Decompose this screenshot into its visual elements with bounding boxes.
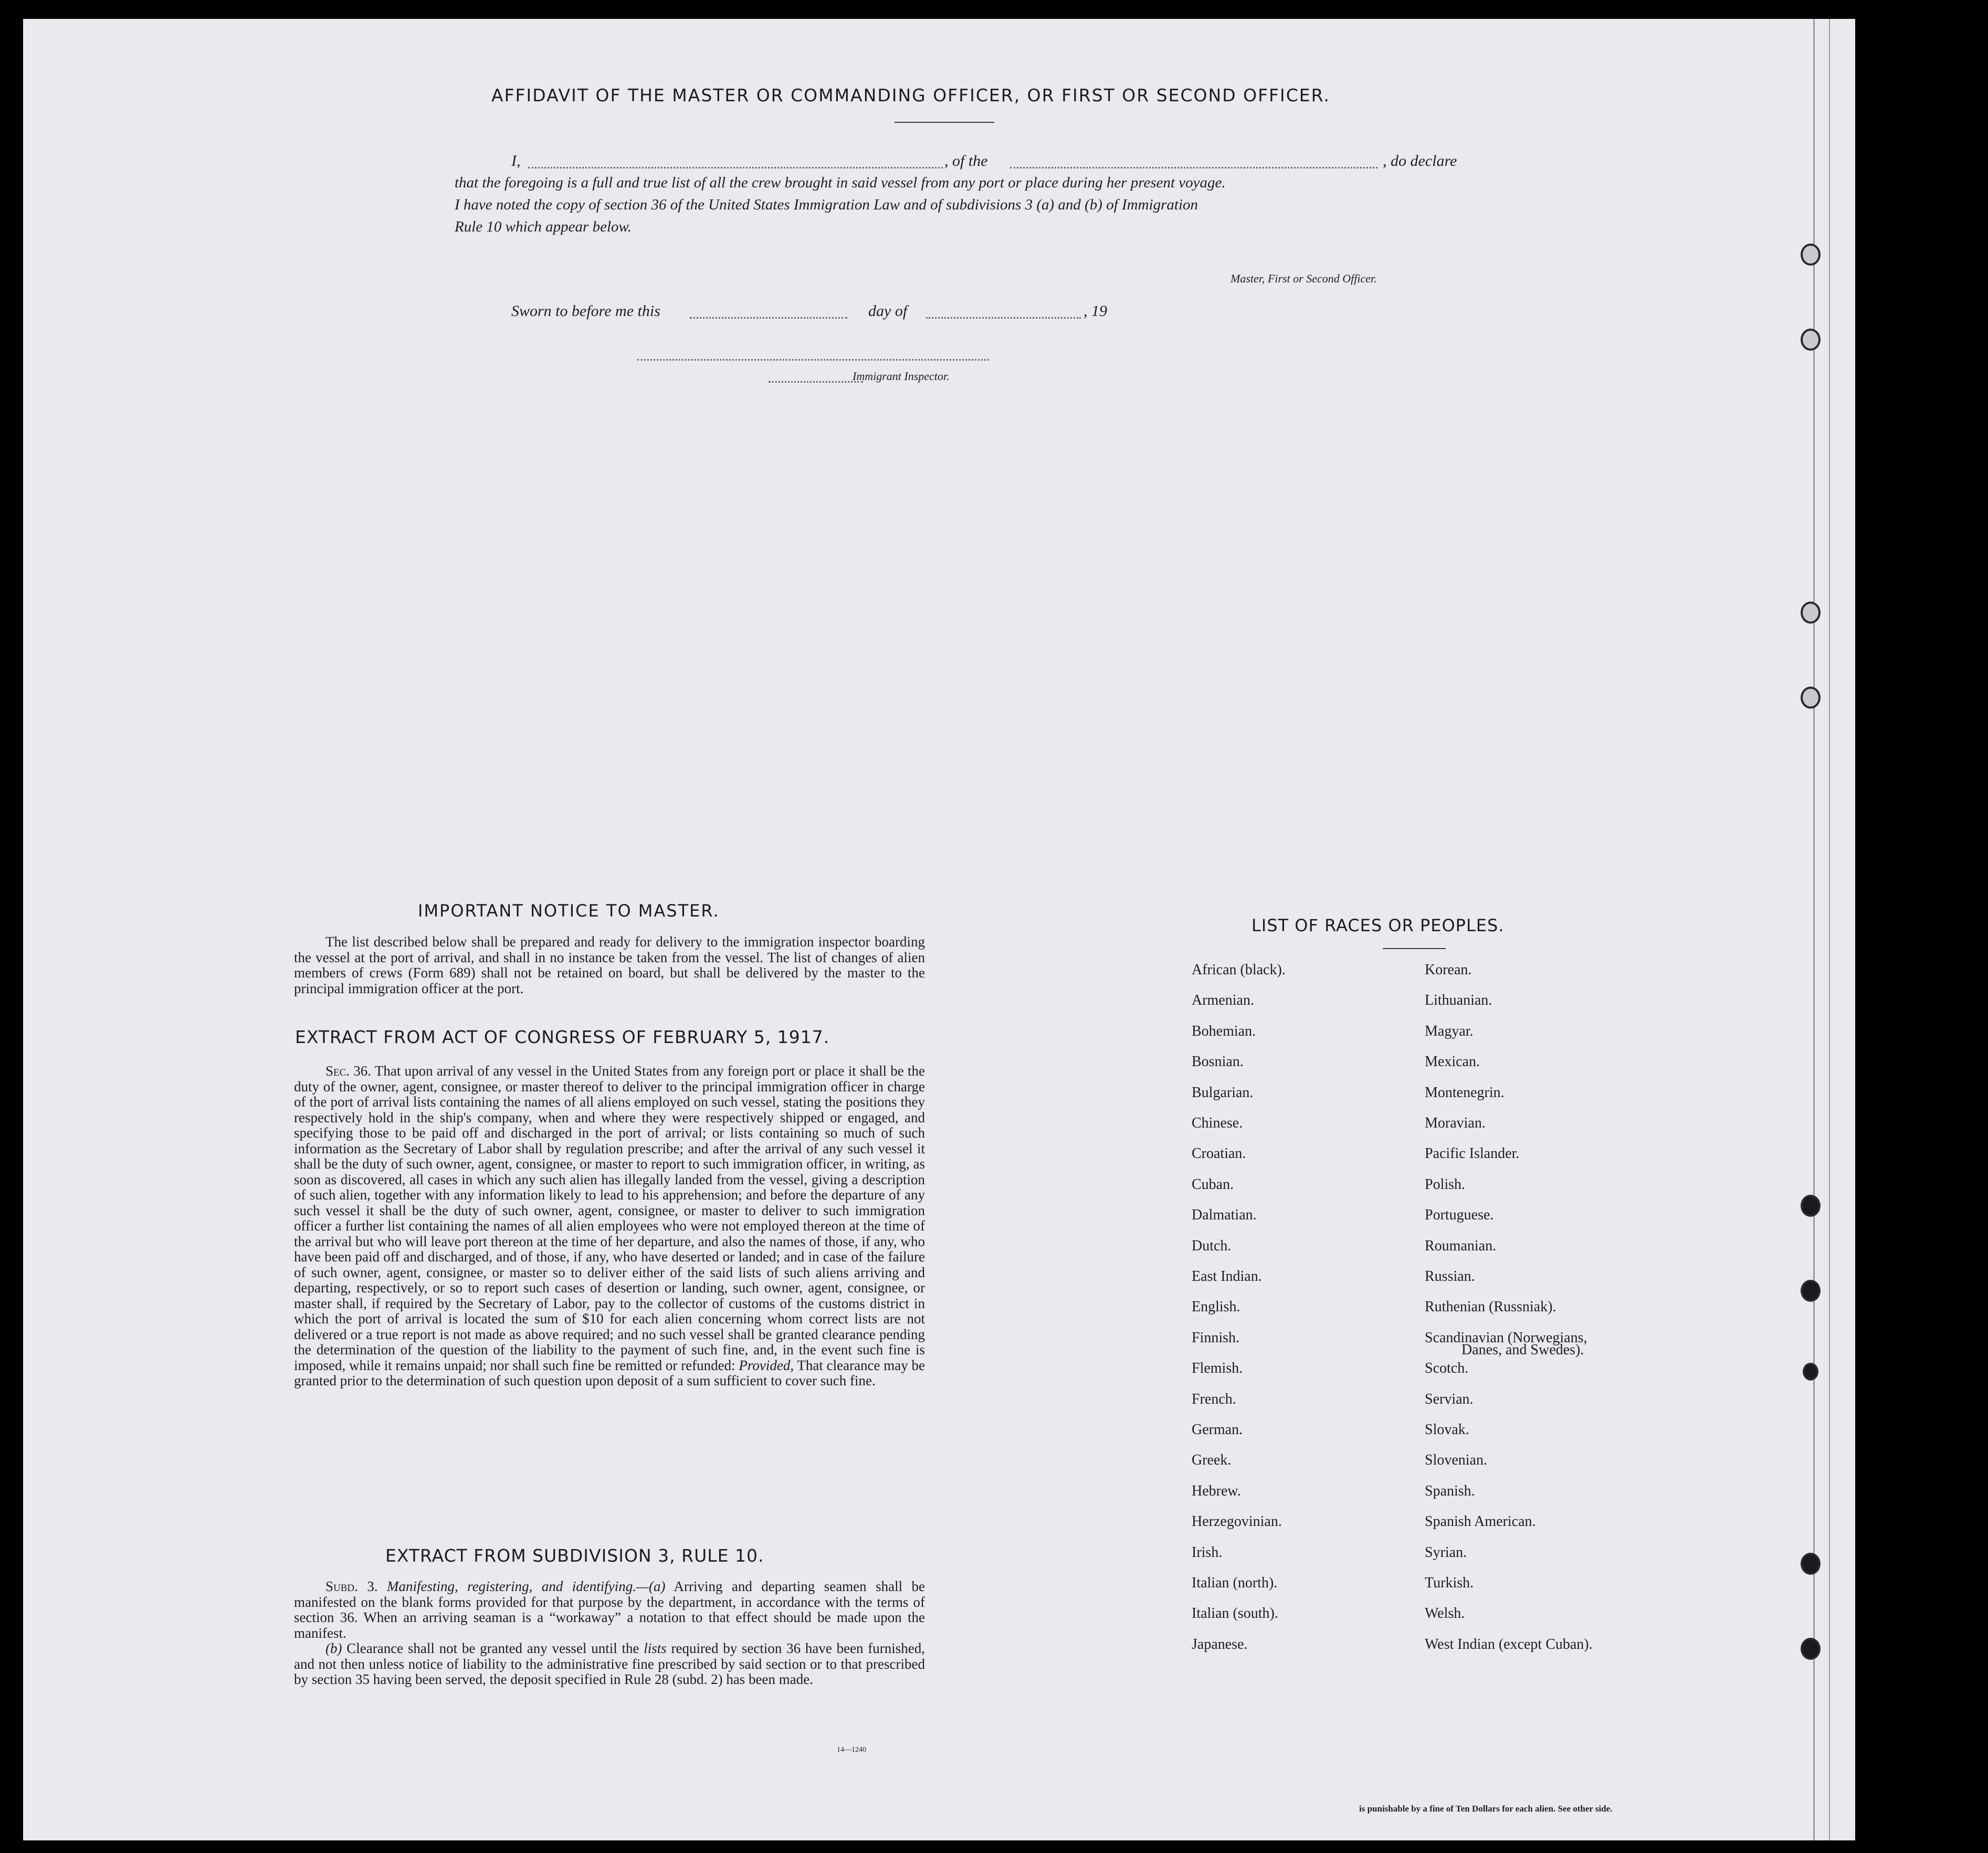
race-item: Roumanian. xyxy=(1425,1237,1497,1254)
race-item: African (black). xyxy=(1192,962,1286,978)
punch-hole xyxy=(1801,602,1821,624)
race-item: Spanish American. xyxy=(1425,1513,1536,1530)
race-item: Scotch. xyxy=(1425,1360,1469,1377)
race-item: Korean. xyxy=(1425,962,1472,978)
subd-heading: Manifesting, registering, and identifying.—(a) xyxy=(387,1578,666,1594)
sec-label: Sec. 36. xyxy=(325,1063,372,1079)
subd-a-body: Arriving and departing seamen shall be manifested on the blank forms provided for that purpose by the department, in accordance with the terms of section 36. When an arriving seaman is a “workaway” a notation to that effect should be made upon the manifest. xyxy=(294,1578,925,1641)
race-item: Finnish. xyxy=(1192,1329,1240,1346)
footer-strip-text: is punishable by a fine of Ten Dollars for each alien. See other side. xyxy=(1359,1804,1613,1814)
race-item: Flemish. xyxy=(1192,1360,1243,1377)
race-item: Polish. xyxy=(1425,1176,1466,1193)
b-label: (b) xyxy=(325,1640,342,1656)
day-blank[interactable] xyxy=(690,317,847,319)
race-item: Dalmatian. xyxy=(1192,1207,1257,1224)
punch-hole xyxy=(1801,244,1821,266)
extract-rule-title: EXTRACT FROM SUBDIVISION 3, RULE 10. xyxy=(385,1545,764,1566)
subd-b-text xyxy=(294,1641,925,1688)
race-item: Spanish. xyxy=(1425,1482,1475,1499)
subd-label: Subd. 3. xyxy=(325,1578,378,1594)
sec36-end: That clearance may be granted prior to the determination of such question upon deposit of a sum sufficient to cover such fine. xyxy=(294,1357,925,1388)
punch-hole xyxy=(1801,329,1821,351)
subd-a-text xyxy=(294,1579,925,1641)
punch-hole xyxy=(1801,1195,1821,1217)
subd-b-part1: Clearance shall not be granted any vessel until the xyxy=(346,1640,639,1656)
vessel-blank[interactable] xyxy=(1010,167,1377,169)
title-rule xyxy=(895,122,994,123)
affidavit-line3: I have noted the copy of section 36 of the United States Immigration Law and of subdivisions 3 (a) and (b) of Immigration xyxy=(455,196,1198,213)
race-item: Lithuanian. xyxy=(1425,992,1492,1009)
month-blank[interactable] xyxy=(926,317,1081,319)
race-item: Bulgarian. xyxy=(1192,1084,1254,1101)
extract-act-title: EXTRACT FROM ACT OF CONGRESS OF FEBRUARY 5, 1917. xyxy=(295,1027,830,1047)
master-signature-label: Master, First or Second Officer. xyxy=(1230,272,1377,285)
page-edge-line xyxy=(1829,19,1830,1840)
race-item: Pacific Islander. xyxy=(1425,1145,1520,1162)
affidavit-line4: Rule 10 which appear below. xyxy=(455,218,632,235)
day-of-text: day of xyxy=(868,302,908,320)
race-item: Montenegrin. xyxy=(1425,1084,1505,1101)
race-item: Portuguese. xyxy=(1425,1207,1494,1224)
race-item: Syrian. xyxy=(1425,1544,1467,1561)
race-item: Japanese. xyxy=(1192,1636,1248,1652)
document-page xyxy=(23,19,1855,1840)
punch-hole xyxy=(1803,1363,1818,1381)
affidavit-title: AFFIDAVIT OF THE MASTER OR COMMANDING OFFICER, OR FIRST OR SECOND OFFICER. xyxy=(491,85,1330,106)
race-item: Russian. xyxy=(1425,1268,1475,1285)
inspector-label: Immigrant Inspector. xyxy=(853,370,950,383)
race-item: Armenian. xyxy=(1192,992,1254,1009)
affidavit-declare: , do declare xyxy=(1383,152,1457,170)
race-item: Welsh. xyxy=(1425,1605,1465,1622)
print-code: 14—1240 xyxy=(837,1746,866,1754)
punch-hole xyxy=(1801,1280,1821,1302)
punch-hole xyxy=(1801,687,1821,709)
race-item: Italian (south). xyxy=(1192,1605,1278,1622)
name-blank[interactable] xyxy=(528,167,943,169)
notice-title: IMPORTANT NOTICE TO MASTER. xyxy=(418,901,720,921)
races-title: LIST OF RACES OR PEOPLES. xyxy=(1251,915,1505,935)
notice-text: The list described below shall be prepared and ready for delivery to the immigration inspector boarding the vessel at the port of arrival, and shall in no instance be taken from the vessel. The list of changes of alien members of crews (Form 689) shall not be retained on board, but shall be delivered by the master to the principal immigration officer at the port. xyxy=(294,934,925,996)
inspector-blank-2 xyxy=(769,381,863,383)
race-item: Dutch. xyxy=(1192,1237,1232,1254)
punch-hole xyxy=(1801,1638,1821,1660)
sec36-text xyxy=(294,1064,925,1389)
race-item: Ruthenian (Russniak). xyxy=(1425,1299,1556,1315)
punch-hole xyxy=(1801,1553,1821,1575)
race-item: East Indian. xyxy=(1192,1268,1262,1285)
race-item: French. xyxy=(1192,1391,1236,1407)
provided-word: Provided, xyxy=(739,1357,794,1373)
race-item: Slovak. xyxy=(1425,1422,1469,1438)
race-item: Cuban. xyxy=(1192,1176,1234,1193)
race-item: Mexican. xyxy=(1425,1054,1480,1070)
race-item: Moravian. xyxy=(1425,1115,1486,1131)
race-item: Servian. xyxy=(1425,1391,1474,1407)
race-item: Herzegovinian. xyxy=(1192,1513,1282,1530)
race-item: Turkish. xyxy=(1425,1575,1474,1591)
race-item: Slovenian. xyxy=(1425,1452,1487,1469)
race-item: Chinese. xyxy=(1192,1115,1243,1131)
year-text: , 19 xyxy=(1084,302,1107,320)
affidavit-i: I, xyxy=(511,152,521,170)
subd-b-part2: required by section 36 have been furnished, and not then unless notice of liability to the administrative fine prescribed by said section or to that prescribed by section 35 having been served, the deposit specified in Rule 28 (subd. 2) has been made. xyxy=(294,1640,925,1687)
race-item: Irish. xyxy=(1192,1544,1223,1561)
race-item: Magyar. xyxy=(1425,1023,1474,1039)
affidavit-line2: that the foregoing is a full and true list of all the crew brought in said vessel from any port or place during her present voyage. xyxy=(455,174,1226,191)
race-item: English. xyxy=(1192,1299,1240,1315)
affidavit-of-the: , of the xyxy=(944,152,988,170)
race-item: Bohemian. xyxy=(1192,1023,1256,1039)
race-item: Greek. xyxy=(1192,1452,1232,1469)
race-scandinavian-cont: Danes, and Swedes). xyxy=(1461,1342,1584,1358)
races-rule xyxy=(1383,948,1446,949)
race-item: Croatian. xyxy=(1192,1145,1246,1162)
race-item: Hebrew. xyxy=(1192,1482,1241,1499)
race-item: German. xyxy=(1192,1422,1243,1438)
sworn-text: Sworn to before me this xyxy=(511,302,660,320)
inspector-blank[interactable] xyxy=(637,359,989,361)
race-item: Italian (north). xyxy=(1192,1575,1278,1591)
sec36-body: That upon arrival of any vessel in the United States from any foreign port or place it shall be the duty of the owner, agent, consignee, or master thereof to deliver to the principal immigration officer in charge of the port of arrival lists containing the names of all aliens employed on such vessel, stating the positions they respectively hold in the ship's company, when and where they were respectively shipped or engaged, and specifying those to be paid off and discharged in the port of arrival; or lists containing so much of such information as the Secretary of Labor shall by regulation prescribe; and after the arrival of any such vessel it shall be the duty of such owner, agent, consignee, or master to report to such immigration officer, in writing, as soon as discovered, all cases in which any such alien has illegally landed from the vessel, giving a description of such alien, together with any information likely to lead to his apprehension; and before the departure of any such vessel it shall be the duty of such owner, agent, consignee, or master to deliver to such immigration officer a further list containing the names of all alien employees who were not employed thereon at the time of the arrival but who will leave port thereon at the time of her departure, and also the names of those, if any, who have been paid off and discharged, and of those, if any, who have deserted or landed; and in case of the failure of such owner, agent, consignee, or master so to deliver either of the said lists of such aliens arriving and departing, respectively, or so to report such cases of desertion or landing, such owner, agent, consignee, or master shall, if required by the Secretary of Labor, pay to the collector of customs of the customs district in which the port of arrival is located the sum of $10 for each alien concerning whom correct lists are not delivered or a true report is not made as above required; and no such vessel shall be granted clearance pending the determination of the question of the liability to the payment of such fine, and, in the event such fine is imposed, while it remains unpaid; nor shall such fine be remitted or refunded: xyxy=(294,1063,925,1373)
lists-word: lists xyxy=(644,1640,667,1656)
race-item: West Indian (except Cuban). xyxy=(1425,1636,1593,1652)
race-item: Bosnian. xyxy=(1192,1054,1244,1070)
race-item: Scandinavian (Norwegians, xyxy=(1425,1329,1587,1346)
